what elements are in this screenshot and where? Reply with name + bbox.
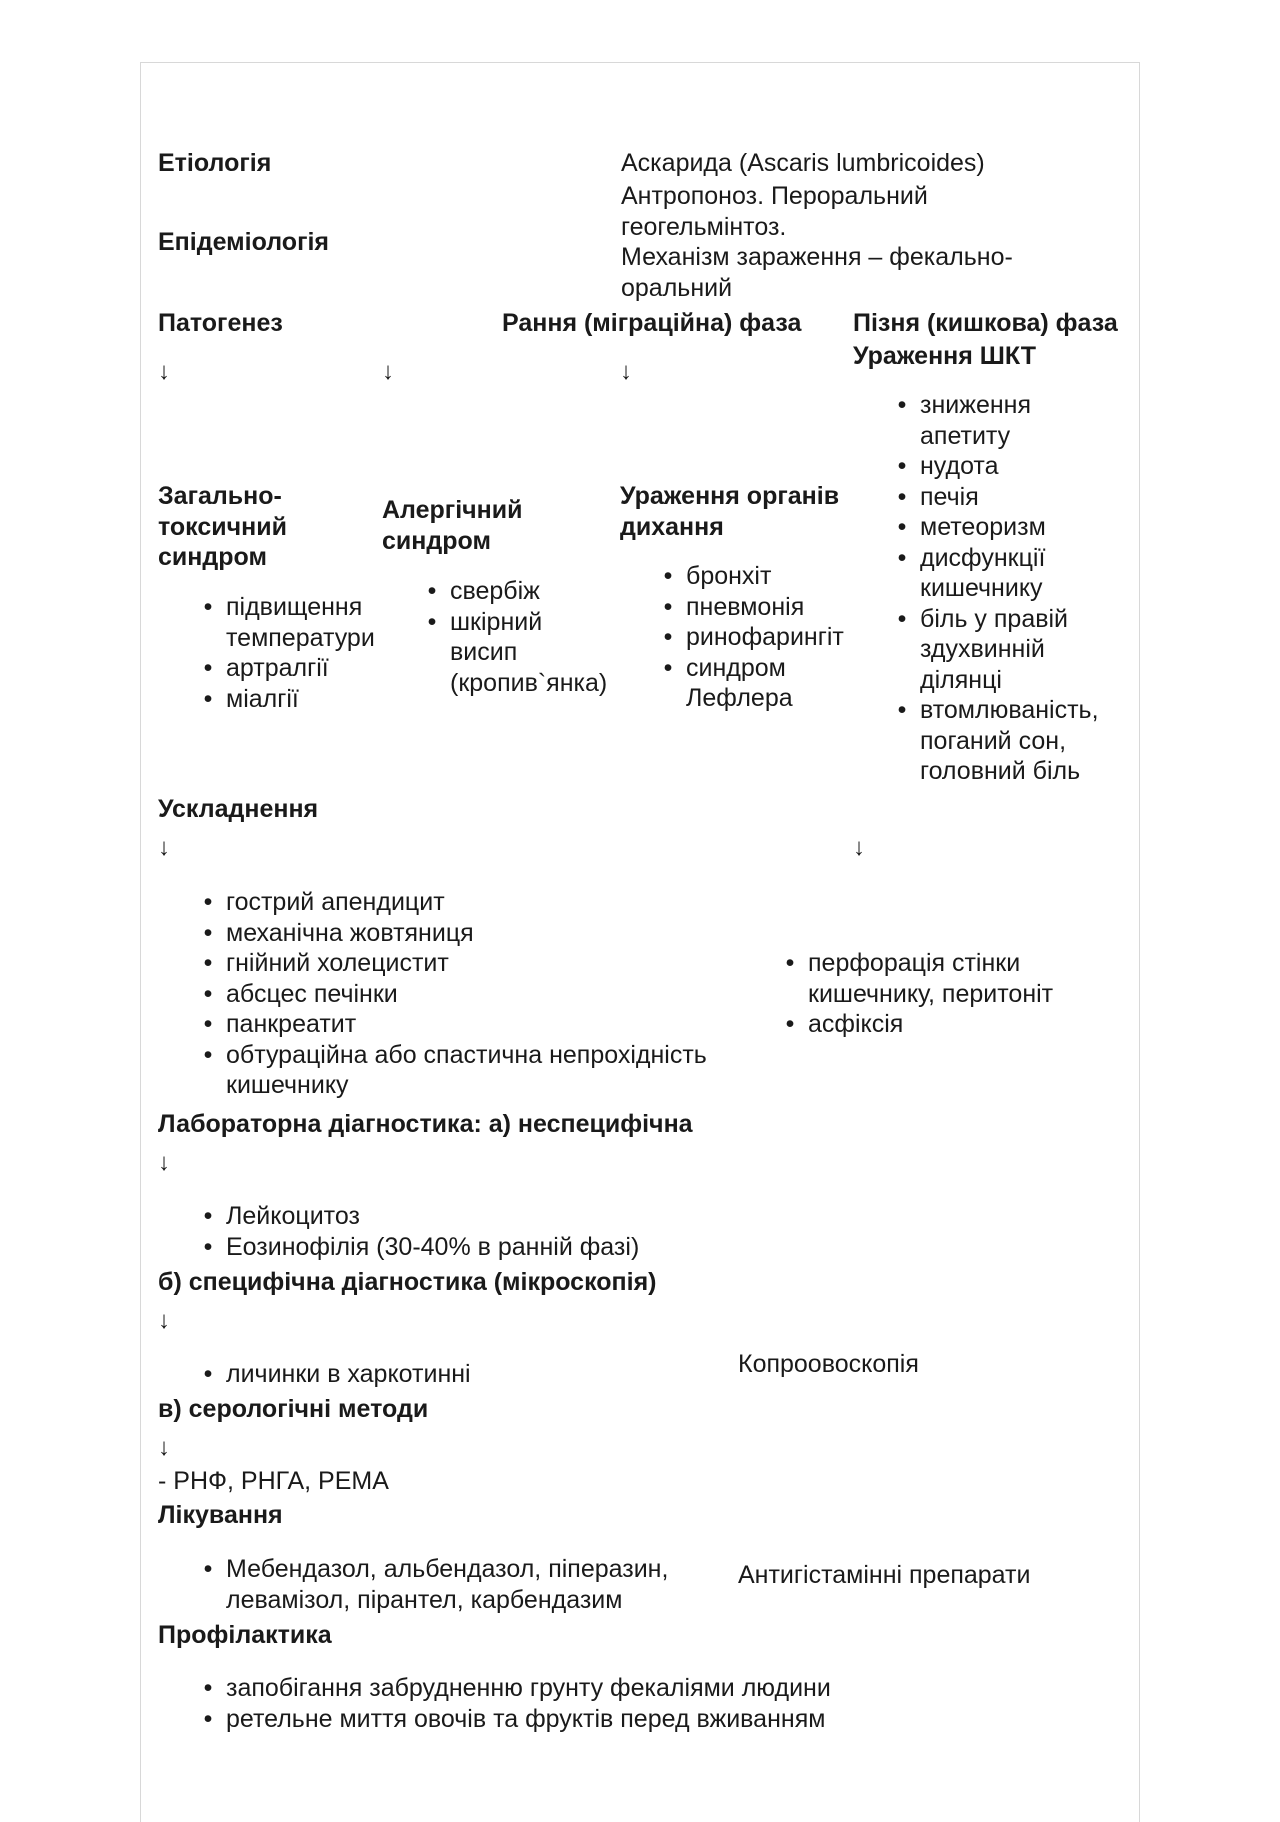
treatment-right: Антигістамінні препарати	[738, 1561, 1031, 1589]
list-item: • гнійний холецистит	[194, 948, 707, 979]
treatment-list	[194, 1554, 668, 1615]
serology-label: в) серологічні методи	[158, 1395, 429, 1423]
list-item: • свербіж	[418, 576, 607, 607]
lab-specific-label: б) специфічна діагностика (мікроскопія)	[158, 1268, 657, 1296]
toxic-syndrome-title: Загально- токсичний синдром	[158, 482, 287, 571]
list-item: • нудота	[888, 451, 1099, 482]
epidemiology-label: Епідеміологія	[158, 228, 330, 256]
prevention-label: Профілактика	[158, 1621, 332, 1649]
arrow-down-icon: ↓	[853, 834, 865, 861]
allergic-syndrome-list	[418, 576, 607, 698]
arrow-down-icon: ↓	[158, 358, 170, 385]
allergic-syndrome-title: Алергічний синдром	[382, 496, 523, 555]
list-item: • ринофарингіт	[654, 622, 844, 653]
arrow-down-icon: ↓	[382, 358, 394, 385]
list-item: • пневмонія	[654, 592, 844, 623]
respiratory-list	[654, 561, 844, 714]
gi-lesion-label: Ураження ШКТ	[853, 342, 1037, 370]
list-item: • гострий апендицит	[194, 887, 707, 918]
list-item: • синдром Лефлера	[654, 653, 844, 714]
list-item: • бронхіт	[654, 561, 844, 592]
list-item: • втомлюваність, поганий сон, головний біль	[888, 695, 1099, 787]
list-item: • дисфункції кишечнику	[888, 543, 1099, 604]
early-phase-label: Рання (міграційна) фаза	[502, 309, 802, 337]
complications-right-list	[776, 948, 1053, 1040]
lab-nonspecific-label: Лабораторна діагностика: а) неспецифічна	[158, 1110, 693, 1138]
arrow-down-icon: ↓	[620, 358, 632, 385]
respiratory-title: Ураження органів дихання	[620, 482, 840, 541]
list-item: • асфіксія	[776, 1009, 1053, 1040]
arrow-down-icon: ↓	[158, 1149, 170, 1176]
lab-specific-right: Копроовоскопія	[738, 1350, 919, 1378]
list-item: • Лейкоцитоз	[194, 1201, 639, 1232]
arrow-down-icon: ↓	[158, 834, 170, 861]
arrow-down-icon: ↓	[158, 1307, 170, 1334]
serology-value: - РНФ, РНГА, РЕМА	[158, 1467, 389, 1495]
list-item: • панкреатит	[194, 1009, 707, 1040]
prevention-list	[194, 1673, 831, 1734]
list-item: • личинки в харкотинні	[194, 1359, 471, 1390]
treatment-label: Лікування	[158, 1501, 283, 1529]
list-item: • біль у правій здухвинній ділянці	[888, 604, 1099, 696]
etiology-value: Аскарида (Ascaris lumbricoides)	[621, 149, 985, 177]
list-item: • механічна жовтяниця	[194, 918, 707, 949]
toxic-syndrome-list	[194, 592, 375, 714]
list-item: • Мебендазол, альбендазол, піперазин, левамізол, пірантел, карбендазим	[194, 1554, 668, 1615]
etiology-label: Етіологія	[158, 149, 272, 177]
list-item: • підвищення температури	[194, 592, 375, 653]
list-item: • міалгії	[194, 684, 375, 715]
list-item: • ретельне миття овочів та фруктів перед вживанням	[194, 1704, 831, 1735]
pathogenesis-label: Патогенез	[158, 309, 283, 337]
list-item: • Еозинофілія (30-40% в ранній фазі)	[194, 1232, 639, 1263]
list-item: • артралгії	[194, 653, 375, 684]
list-item: • печія	[888, 482, 1099, 513]
arrow-down-icon: ↓	[158, 1434, 170, 1461]
gi-symptom-list	[888, 390, 1099, 787]
complications-label: Ускладнення	[158, 795, 319, 823]
list-item: • метеоризм	[888, 512, 1099, 543]
lab-nonspecific-list	[194, 1201, 639, 1262]
list-item: • абсцес печінки	[194, 979, 707, 1010]
late-phase-label: Пізня (кишкова) фаза	[853, 309, 1118, 337]
list-item: • шкірний висип (кропив`янка)	[418, 607, 607, 699]
list-item: • запобігання забрудненню грунту фекаліями людини	[194, 1673, 831, 1704]
list-item: • обтураційна або спастична непрохідність кишечнику	[194, 1040, 707, 1101]
epidemiology-value: Антропоноз. Пероральний геогельмінтоз. Механізм зараження – фекально- оральний	[621, 182, 1013, 302]
lab-specific-list	[194, 1359, 471, 1390]
list-item: • перфорація стінки кишечнику, перитоніт	[776, 948, 1053, 1009]
complications-left-list	[194, 887, 707, 1101]
list-item: • зниження апетиту	[888, 390, 1099, 451]
